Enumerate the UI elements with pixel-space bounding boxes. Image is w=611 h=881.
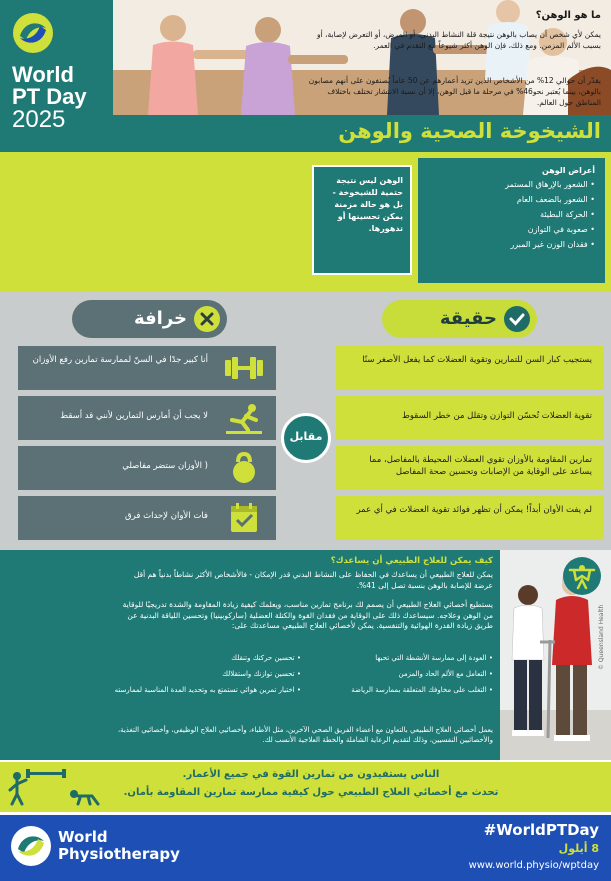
fact-item — [336, 396, 604, 440]
frailty-question-heading: ما هو الوهن؟ — [535, 10, 601, 21]
cross-icon — [193, 305, 221, 333]
myth-item — [18, 446, 276, 490]
fact-label: حقيقة — [439, 308, 497, 329]
event-date: 8 أيلول — [558, 842, 599, 855]
symptom-item: • صعوبة في التوازن — [428, 225, 595, 234]
banner-line-2: تحدث مع أخصائي العلاج الطبيعي حول كيفية ممارسة تمارين المقاومة بأمان. — [123, 787, 499, 798]
help-bullet: • تحسين توازنك واستقلالك — [111, 670, 301, 678]
help-bullet: • التغلب على مخاوفك المتعلقة بممارسة الرياضة — [303, 686, 493, 694]
myth-text: أنا كبير جدًا في السنّ لممارسة تمارين رفع الأوزان — [32, 355, 208, 365]
event-name-line1: World — [12, 62, 74, 87]
physio-help-paragraph-1: يمكن للعلاج الطبيعي أن يساعدك في الحفاظ على النشاط البدني قدر الإمكان - فالأشخاص الأكثر نشاطاً بدنياً هم أقل عرضة للإصابة بالوهن بنسبة تصل إلى 41%. — [133, 570, 493, 590]
world-physiotherapy-logo-icon — [10, 825, 52, 867]
world-pt-day-logo-icon — [12, 12, 54, 54]
myth-item — [18, 396, 276, 440]
help-bullet: • تحسين حركتك وتنقلك — [111, 654, 301, 662]
myth-item — [18, 496, 276, 540]
fact-item — [336, 446, 604, 490]
kettlebell-icon — [222, 450, 266, 486]
banner-line-1: الناس يستفيدون من تمارين القوة في جميع الأعمار. — [182, 769, 440, 780]
title-band — [113, 115, 611, 152]
myth-header-pill — [72, 300, 227, 338]
help-bullet: • العودة إلى ممارسة الأنشطة التي تحبها — [303, 654, 493, 662]
website-link[interactable]: www.world.physio/wptday — [468, 860, 599, 871]
physio-help-title: كيف يمكن للعلاج الطبيعي أن يساعدك؟ — [330, 556, 493, 566]
dumbbell-icon — [222, 350, 266, 386]
help-bullet: • اختيار تمرين هوائي تستمتع به وتحديد المدة المناسبة لممارسته — [111, 686, 301, 694]
myth-text: لا يجب أن أمارس التمارين لأنني قد أسقط — [60, 411, 208, 421]
fact-text: يستجيب كبار السن للتمارين وتقوية العضلات كما يفعل الأصغر سنًا — [362, 355, 592, 365]
falling-person-icon — [222, 400, 266, 436]
frailty-paragraph-1: يمكن لأي شخص أن يصاب بالوهن نتيجة قلة النشاط البدني، أو المرض، أو التعرض لإصابة، أو بسبب الألم المزمن. ومع ذلك، فإن الوهن أكثر شيوعاً مع التقدم في العمر. — [316, 30, 601, 50]
fact-header-pill — [382, 300, 537, 338]
weightlifter-badge-icon — [562, 556, 602, 596]
fact-item — [336, 346, 604, 390]
myth-label: خرافة — [133, 308, 187, 329]
physio-help-paragraph-2: يستطيع أخصائي العلاج الطبيعي أن يصمم لك برنامج تمارين مناسب، ويعلمك كيفية زيادة المقاومة والشدة تدريجيًا للوقاية من الوهن وعلاجه. سيساعدك ذلك على الوقاية من فقدان القوة والكتلة العضلية (ساركوبينيا) وتحسين اللياقة البدنية عن طريق زيادة القدرة الهوائية والتنفسية. يمكن لأخصائي العلاج الطبيعي مساعدتك على: — [122, 600, 493, 630]
organization-name — [58, 829, 180, 864]
help-bullet: • التعامل مع الألم الحاد والمزمن — [303, 670, 493, 678]
physio-help-paragraph-3: يعمل أخصائي العلاج الطبيعي بالتعاون مع أعضاء الفريق الصحي الآخرين، مثل الأطباء، وأخصائيي العلاج الوظيفي، وأخصائيي التغذية، والأخصائيين النفسيين، وذلك لتقديم الرعاية الشاملة والخطة العلاجية الأنسب لك. — [117, 726, 493, 744]
symptom-item: • فقدان الوزن غير المبرر — [428, 240, 595, 249]
myth-text: ( الأوزان ستضر مفاصلي — [122, 461, 208, 471]
fact-text: تمارين المقاومة بالأوزان تقوي العضلات المحيطة بالمفاصل، مما يساعد على الوقاية من الإصابات وتحسين صحة المفاصل — [369, 455, 592, 478]
event-name-line2: PT Day — [12, 84, 87, 109]
fact-text: تقوية العضلات تُحسّن التوازن وتقلل من خطر السقوط — [402, 411, 592, 421]
calendar-icon — [222, 500, 266, 536]
checkmark-icon — [503, 305, 531, 333]
organization-name-line1: World — [58, 828, 108, 846]
symptom-item: • الحركة البطيئة — [428, 210, 595, 219]
callout-text: الوهن ليس نتيجة حتمية للشيخوخة - بل هو حالة مزمنة يمكن تحسينها أو تدهورها. — [332, 176, 403, 233]
symptoms-title: أعراض الوهن — [542, 166, 595, 175]
event-year: 2025 — [12, 106, 66, 133]
physio-assisting-patient-photo — [500, 550, 611, 760]
versus-badge — [281, 413, 331, 463]
symptom-item: • الشعور بالإرهاق المستمر — [428, 180, 595, 189]
symptoms-panel — [418, 158, 605, 283]
callout-box — [312, 165, 412, 275]
hashtag: #WorldPTDay — [483, 821, 599, 839]
fact-text: لم يفت الأوان أبداً! يمكن أن تظهر فوائد تقوية العضلات في أي عمر — [356, 505, 592, 515]
symptom-item: • الشعور بالضعف العام — [428, 195, 595, 204]
event-brand-panel — [0, 0, 113, 152]
myth-text: فات الأوان لإحداث فرق — [125, 511, 208, 521]
organization-name-line2: Physiotherapy — [58, 845, 180, 864]
frailty-paragraph-2: يقدّر أن حوالي 12% من الأشخاص الذين تزيد أعمارهم عن 50 عاماً يُصنفون على أنهم مصابون بالوهن، بينما يُعتبر نحو46% في مرحلة ما قبل الوهن، إلا أن نسبة الانتشار تختلف باختلاف المناطق حول العالم. — [308, 76, 601, 107]
fact-item — [336, 496, 604, 540]
myth-item — [18, 346, 276, 390]
versus-label: مقابل — [289, 430, 323, 443]
photo-credit: © Queensland Health — [598, 604, 605, 670]
page-title: الشيخوخة الصحية والوهن — [338, 119, 601, 143]
